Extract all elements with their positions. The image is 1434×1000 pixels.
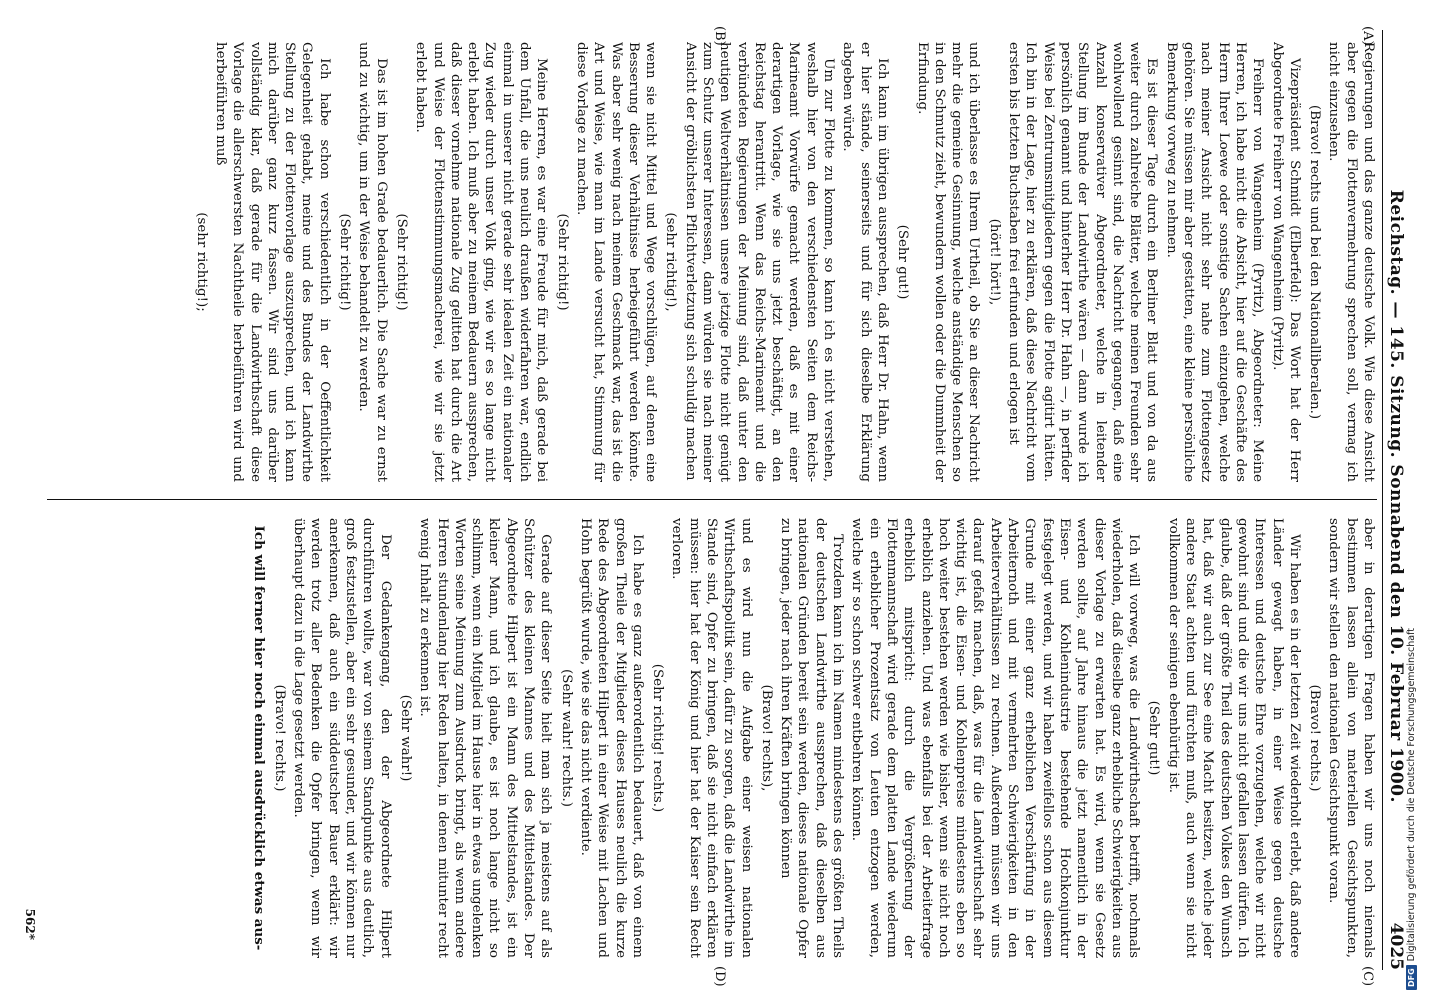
paragraph: Der Gedankengang, den der Abgeordnete Hilpert durchführen wollte, war von seinem Standpunkte aus deutlich, groß festzustellen, aber ein sehr gesunder, und wir können nur anerkennen, daß auch ein süddeutscher Bauer erklärt: wir werden trotz aller Bedenken die Opfer bringen, wenn wir überhaupt dazu in die Lage gesetzt werden.	[291, 518, 393, 958]
paragraph: Gerade auf dieser Seite hielt man sich ja meistens auf als Schützer des kleinen Mannes und des Mittelstandes. Der Abgeordnete Hilpert ist ein Mann des Mittelstandes, ist ein kleiner Mann, und ich glaube, es ist noch lange nicht so schlimm, wenn ein Mitglied im Hause hier in etwas ungelenken Worten seine Meinung zum Ausdruck bringt, als wenn andere Herren stundenlang hier Reden halten, in denen mitunter recht wenig Inhalt zu erkennen ist.	[417, 518, 554, 958]
interjection: (Sehr gut!)	[895, 224, 911, 300]
dfg-logo-icon: DFG	[1406, 965, 1417, 990]
interjection: (Sehr richtig! rechts.)	[650, 663, 666, 813]
margin-marker-d: (D)	[712, 966, 727, 987]
paragraph: Ich kann im übrigen aussprechen, daß Herr Dr. Hahn, wenn er hier stände, seinerseits und für sich dieselbe Erklärung abgeben würde.	[840, 42, 890, 482]
paragraph: und es wird nun die Aufgabe einer weisen nationalen Wirthschaftspolitik sein, dafür zu sorgen, daß die Landwirthe im Stande sind, Opfer zu bringen, daß sie nicht einfach erklären müssen: hier hat der König und hier hat der Kaiser sein Recht verloren.	[669, 518, 754, 958]
interjection: (Bravo! rechts.)	[271, 684, 287, 792]
interjection: (Sehr richtig!)	[337, 213, 353, 311]
interjection: (Sehr wahr!)	[397, 694, 413, 782]
paragraph: Ich will vorweg, was die Landwirthschaft betrifft, nochmals wiederholen, daß dieselbe ganz erhebliche Schwierigkeiten aus dieser Vorlage zu erwarten hat. Es wird, wenn sie Gesetz werden sollte, auf Jahre hinaus die jetzt namentlich in der Eisen- und Kohlenindustrie bestehende Hochkonjunktur festgelegt werden, und wir haben zweifellos schon aus diesem Grunde mit einer ganz erheblichen Verschärfung in der Arbeiternoth und mit vermehrten Schwierigkeiten in den Arbeiterverhältnissen zu rechnen. Außerdem müssen wir uns darauf gefaßt machen, daß, was für die Landwirthschaft sehr wichtig ist, die Eisen- und Kohlenpreise mindestens eben so hoch weiter bestehen werden wie bisher, wenn sie nicht noch erheblich anziehen. Und was ebenfalls bei der Arbeiterfrage erheblich mitspricht: durch die Vergrößerung der Flottenmannschaft wird gerade dem platten Lande wiederum ein erheblicher Prozentsatz von Leuten entzogen werden, welche wir so schon schwer entbehren können.	[849, 518, 1142, 958]
interjection: (hört! hört!),	[986, 218, 1002, 306]
paragraph: Freiherr von Wangenheim (Pyritz), Abgeordneter: Meine Herren, ich habe nicht die Absicht, hier auf die Geschäfte des Herrn Ihrer Loewe oder sonstige Sachen einzugehen, welche nach meiner Ansicht nicht sehr nahe zum Flottengesetz gehören. Sie müssen mir aber gestatten, eine kleine persönliche Bemerkung vorweg zu nehmen.	[1163, 42, 1266, 482]
page-number: 4025	[1386, 922, 1406, 970]
paragraph: Es ist dieser Tage durch ein Berliner Blatt und von da aus weiter durch zahlreiche Blätter, welche meinen Freunden sehr wohlwollend gesinnt sind, die Nachricht gegangen, daß eine Anzahl konservativer Abgeordneter, welche in leitender Stellung im Bunde der Landwirthe wären — dann wurde ich persönlich genannt und hinterher Herr Dr. Hahn —, in perfider Weise bei Zentrumsmitgliedern gegen die Flotte agitirt hätten. Ich bin in der Lage, hier zu erklären, daß diese Nachricht vom ersten bis letzten Buchstaben frei erfunden und erlogen ist	[1006, 42, 1160, 482]
running-head-title: Reichstag. — 145. Sitzung. Sonnabend den 10. Februar 1900.	[1386, 189, 1406, 803]
credit-text: Digitalisierung gefördert durch die Deutsche Forschungsgemeinschaft	[1406, 628, 1417, 962]
running-head	[1382, 30, 1409, 970]
margin-marker-a: (A)	[1360, 26, 1375, 46]
margin-marker-c: (C)	[1360, 966, 1375, 987]
paragraph: Ich habe schon verschiedentlich in der Oeffentlichkeit Gelegenheit gehabt, meine und des Bundes der Landwirthe Stellung zu der Flottenvorlage auszusprechen, und ich kann mich darüber ganz kurz fassen. Wir sind uns darüber vollständig klar, daß gerade für die Landwirthschaft diese Vorlage die allerschwersten Nachtheile herbeiführen wird und herbeiführen muß	[213, 42, 332, 482]
paragraph: Ich will ferner hier noch einmal ausdrücklich etwas aus-	[250, 525, 267, 951]
interjection: (Bravo! rechts und bei den Nationalliberalen.)	[1307, 104, 1323, 420]
paragraph: Ich habe es ganz außerordentlich bedauert, daß von einem großen Theile der Mitglieder dieses Hauses neulich die kurze Rede des Abgeordneten Hilpert in einer Weise mit Lachen und Hohn begrüßt wurde, wie sie das nicht verdiente.	[577, 518, 645, 958]
paragraph: Trotzdem kann ich im Namen mindestens des größten Theils der deutschen Landwirthe aussprechen, daß dieselben aus nationalen Gründen bereit sein werden, dieses nationale Opfer zu bringen, jeder nach ihren Kräften bringen können	[778, 518, 846, 958]
interjection: (sehr richtig!),	[663, 212, 679, 312]
paragraph: Um zur Flotte zu kommen, so kann ich es nicht verstehen, weshalb hier von den verschiedensten Seiten dem Reichs-Marineamt Vorwürfe gemacht werden, daß es mit einer derartigen Vorlage, wie sie uns jetzt beschäftigt, an den Reichstag herantritt. Wenn das Reichs-Marineamt und die verbündeten Regierungen der Meinung sind, daß unter den heutigen Weltverhältnissen unsere jetzige Flotte nicht genügt zum Schutz unserer Interessen, dann würden sie nach meiner Ansicht der gröblichsten Pflichtverletzung sich schuldig machen	[682, 42, 837, 482]
interjection: (Sehr richtig!)	[393, 213, 409, 311]
paragraph: und ich überlasse es Ihrem Urtheil, ob Sie an dieser Nachricht mehr die gemeine Gesinnung, welche anständige Menschen so in den Schmutz zieht, bewundern wollen oder die Dummheit der Erfindung.	[914, 42, 982, 482]
paragraph: aber in derartigen Fragen haben wir uns noch niemals bestimmen lassen allein von materiellen Gesichtspunkten, sondern wir stellen den nationalen Gesichtspunkt voran.	[1326, 518, 1376, 958]
interjection: (Bravo! rechts.)	[1307, 684, 1323, 792]
interjection: (sehr richtig!);	[193, 212, 209, 312]
interjection: (Sehr richtig!)	[554, 213, 570, 311]
interjection: (Sehr wahr! rechts.)	[558, 669, 574, 807]
column-divider	[47, 499, 1377, 500]
rotated-page	[17, 20, 1417, 987]
right-column	[47, 518, 1377, 958]
paragraph: Meine Herren, es war eine Freude für mich, daß gerade bei dem Unfall, die uns neulich draußen widerfahren war, endlich einmal in unserer nicht gerade sehr idealen Zeit ein nationaler Zug wieder durch unser Volk ging, wie wir es so lange nicht erlebt haben. Ich muß aber zu meinem Bedauern aussprechen, daß dieser vornehme nationale Zug gelitten hat durch die Art und Weise der Flottenstimmungsmacherei, wie wir sie jetzt erlebt haben.	[413, 42, 550, 482]
margin-marker-b: (B)	[712, 26, 727, 46]
interjection: (Sehr gut!)	[1146, 700, 1162, 776]
interjection: (Bravo! rechts),	[758, 684, 774, 792]
paragraph: Das ist im hohen Grade bedauerlich. Die Sache war zu ernst und zu wichtig, um in der Weise behandelt zu werden.	[356, 42, 389, 482]
paragraph: wenn sie nicht Mittel und Wege vorschlügen, auf denen eine Besserung dieser Verhältnisse herbeigeführt werden könnte. Was aber sehr wenig nach meinem Geschmack war, das ist die Art und Weise, wie man im Lande versucht hat, Stimmung für diese Vorlage zu machen.	[573, 42, 659, 482]
paragraph: Wir haben es in der letzten Zeit wiederholt erlebt, daß andere Länder gewagt haben, in einer Weise gegen deutsche Interessen und deutsche Ehre vorzugehen, welche wir nicht gewohnt sind und die wir uns nicht gefallen lassen dürfen. Ich glaube, daß der größte Theil des deutschen Volkes den Wunsch hat, daß wir auch zur See eine Macht besitzen, welche jeder andere Staat achten und fürchten muß, auch wenn sie nicht vollkommen der seinigen ebenbürtig ist.	[1165, 518, 1302, 958]
paragraph: Regierungen und das ganze deutsche Volk. Wie diese Ansicht aber gegen die Flottenvermehrung sprechen soll, vermag ich nicht einzusehen.	[1326, 42, 1376, 482]
paragraph: Vizepräsident Schmidt (Elberfeld): Das Wort hat der Herr Abgeordnete Freiherr von Wangenheim (Pyritz).	[1269, 42, 1302, 482]
left-column	[47, 42, 1377, 482]
signature-mark: 562*	[23, 908, 37, 940]
